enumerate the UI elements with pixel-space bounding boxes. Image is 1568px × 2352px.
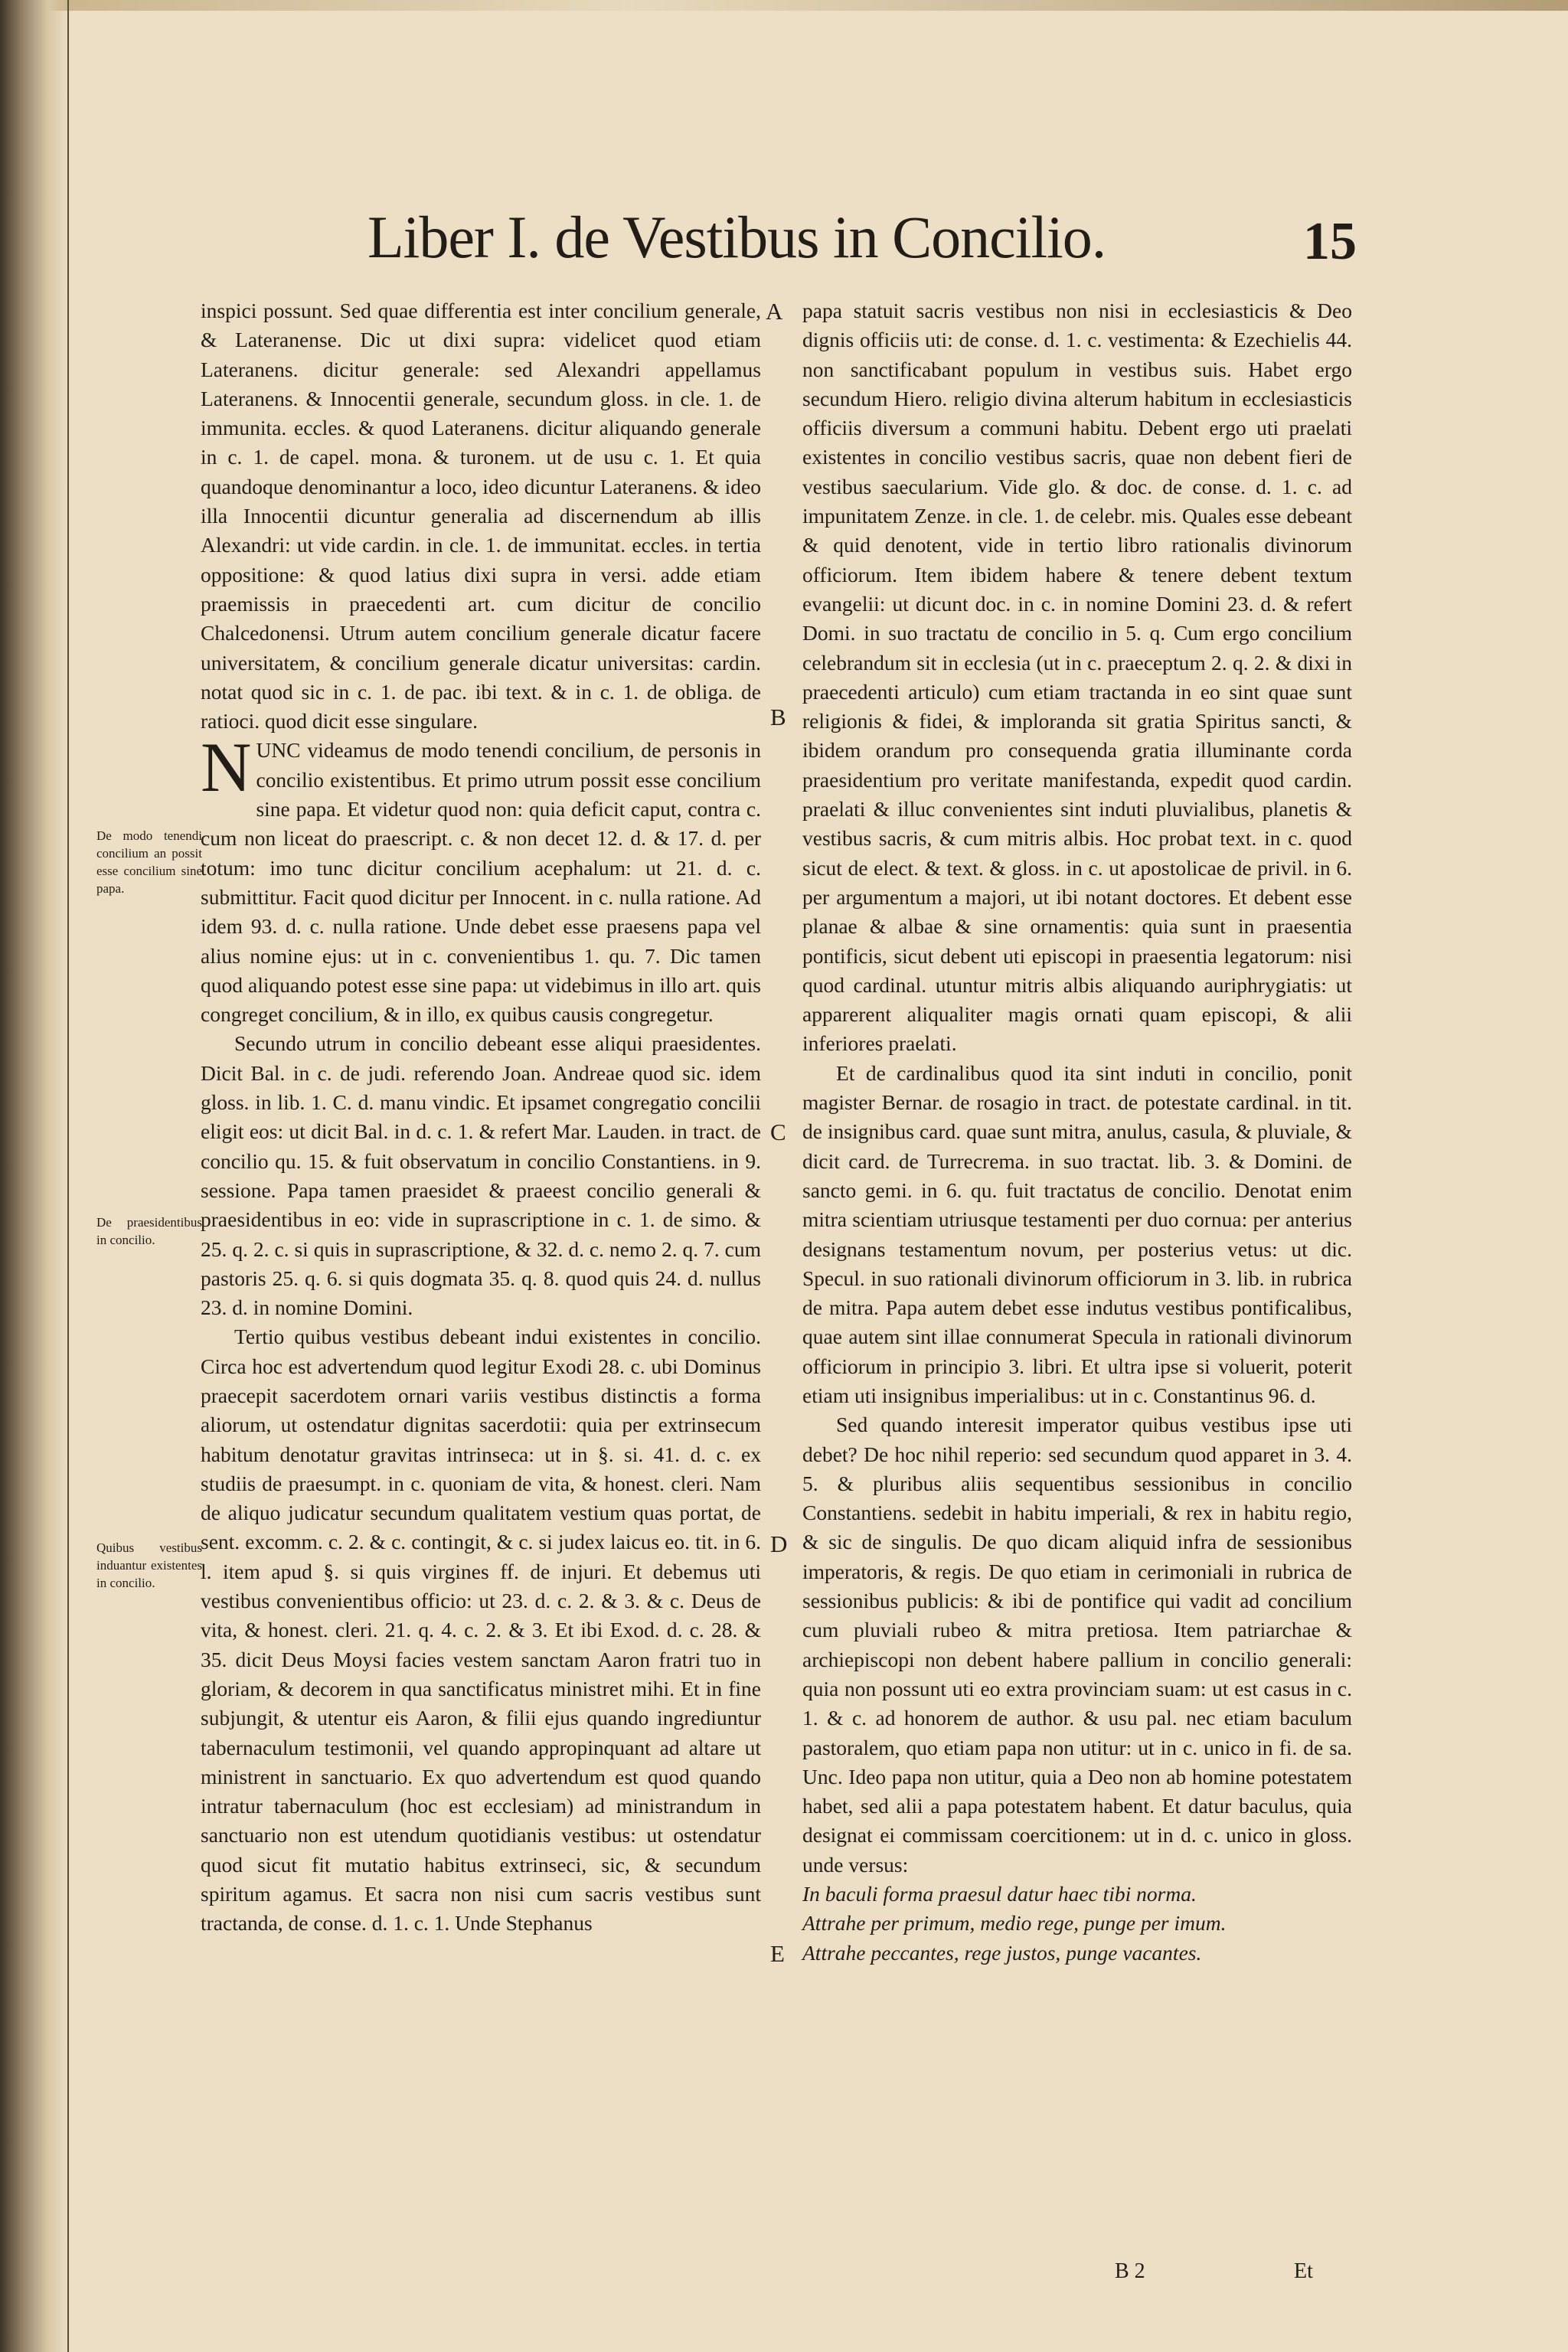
left-text-column [201, 296, 761, 2256]
page-number: 15 [1303, 212, 1357, 271]
running-title: Liber I. de Vestibus in Concilio. [368, 204, 1106, 270]
page-edge-line [67, 0, 69, 2352]
margin-note-modo-tenendi: De modo tenendi concilium an possit esse concilium sine papa. [96, 828, 202, 896]
margin-note-praesidentibus: De praesidentibus in concilio. [96, 1215, 202, 1247]
paragraph-right-2: Et de cardinalibus quod ita sint induti in concilio, ponit magister Bernar. de rosagio in tract. de potestate cardinal. in tit. de insignibus card. quae sunt mitra, anulus, casula, & pluviale, & dicit card. de Turrecrema. in suo tractat. lib. 3. & Domini. de sancto gemi. in 6. qu. fuit tractatus de concilio. Denotat enim mitra scientiam utriusque testamenti per duo cornua: per anterius designans testamentum novum, per posterius vetus: ut dic. Specul. in suo rationali divinorum officiorum in 3. lib. in rubrica de mitra. Papa autem debet esse indutus vestibus pontificalibus, quae autem sint illae connumerat Specula in rationali divinorum officiorum in principio 3. libri. Et ultra ipse si voluerit, poterit etiam uti insignibus imperialibus: ut in c. Constantinus 96. d. [802, 1060, 1352, 1407]
paragraph-left-3: Secundo utrum in concilio debeant esse aliqui praesidentes. Dicit Bal. in c. de judi. referendo Joan. Andreae quod sic. idem gloss. in lib. 1. C. d. manu vindic. Et ipsamet congregatio concilii eligit eos: ut dicit Bal. in d. c. 1. & refert Mar. Lauden. in tract. de concilio qu. 15. & fuit observatum in concilio Constantiens. in 9. sessione. Papa tamen praesidet & praeest concilio generali & praesidentibus in eo: vide in suprascriptione in c. 1. de simo. & 25. q. 2. c. si quis in suprascriptione, & 32. d. c. nemo 2. q. 7. cum pastoris 25. q. 6. si quis dogmata 35. q. 8. quod quis 24. d. nullus 23. d. in nomine Domini. [201, 1031, 761, 1320]
paragraph-right-3: Sed quando interesit imperator quibus vestibus ipse uti debet? De hoc nihil reperio: sed secundum quod apparet in 3. 4. 5. & pluribus aliis sequentibus sessionibus in concilio Constantiens. sedebit in habitu imperiali, & rex in habitu regio, & sic de singulis. De quo dicam aliquid infra de sessionibus imperatoris, & regis. De quo etiam in cerimoniali in rubrica de sessionibus publicis: & ibi de pontifice qui vadit ad concilium cum pluviali rubeo & mitra pretiosa. Item patriarchae & archiepiscopi non debent habere pallium in concilio generali: quia non possunt uti eo extra provinciam suam: ut est casus in c. 1. & c. ad honorem de author. & usu pal. nec etiam baculum pastoralem, quo etiam papa non utitur: ut in c. unico in fi. de sa. Unc. Ideo papa non utitur, quia a Deo non ab homine potestatem habet, sed alii a papa potestatem habent. Et datur baculus, quia designat ei commissam coercitionem: ut in d. c. unico in gloss. unde versus: [802, 1413, 1352, 1877]
paragraph-right-1: papa statuit sacris vestibus non nisi in ecclesiasticis & Deo dignis officiis uti: de conse. d. 1. c. vestimenta: & Ezechielis 44. non sanctificabant populum in vestibus suis. Habet ergo secundum Hiero. religio divina alterum habitum in ecclesiasticis officiis diversum a communi habitu. Debent ergo uti praelati existentes in concilio vestibus sacris, quae non debent fieri de vestibus saecularium. Vide glo. & doc. de conse. d. 1. c. ad impunitatem Zenze. in cle. 1. de celebr. mis. Quales esse debeant & quid denotent, vide in tertio libro rationalis divinorum officiorum. Item ibidem habere & tenere debent textum evangelii: ut dicunt doc. in c. in nomine Domini 23. d. & refert Domi. in suo tractatu de concilio in 5. q. Cum ergo concilium celebrandum sit in ecclesia (ut in c. praeceptum 2. q. 2. & dixi in praecedenti articulo) cum etiam tractanda in eo sint quae sunt religionis & fidei, & imploranda sit gratia Spiritus sancti, & ibidem orandum pro consequenda gratia illuminante corda praesidentium pro veritate manifestanda, expedit quod cardin. praelati & illuc convenientes sint induti pluvialibus, planetis & vestibus sacris, & cum mitris albis. Hoc probat text. in c. quod sicut de elect. & text. & gloss. in c. ut apostolicae de privil. in 6. per argumentum a majori, ut ibi notant doctores. Et debent esse planae & albae & sine ornamentis: quia sunt in praesentia pontificis, sicut debent uti episcopi in praesentia legatorum: nisi quod cardinal. utuntur mitris albis aliquando auriphrygiatis: ut apparerent aliqualiter magis ornati quam episcopi, & alii inferiores praelati. [802, 299, 1352, 1056]
paragraph-left-2 [201, 728, 761, 1029]
page-header [368, 201, 1363, 277]
verse-line-2: Attrahe per primum, medio rege, punge per imum. [802, 1911, 1227, 1936]
paragraph-left-2-text: videamus de modo tenendi concilium, de personis in concilio existentibus. Et primo utrum possit esse concilium sine papa. Et videtur quod non: quia deficit caput, contra c. cum non liceat do praescript. c. & non decet 12. d. & 17. d. per totum: imo tunc dicitur concilium acephalum: ut 21. d. c. submittitur. Facit quod dicitur per Innocent. in c. nulla ratione. Ad idem 93. d. c. nulla ratione. Unde debet esse praesens papa vel alius nomine ejus: ut in c. convenientibus 1. qu. 7. Dic tamen quod aliquando potest esse sine papa: ut videbimus in illo art. quis congreget concilium, & in illo, ex quibus causis congregetur. [201, 738, 761, 1027]
section-letter-c: C [770, 1119, 786, 1145]
binding-shadow [0, 0, 69, 2352]
section-letter-a: A [766, 298, 783, 325]
section-letter-e: E [770, 1940, 785, 1967]
page-top-edge [0, 0, 1568, 11]
dropcap-rest: UNC [256, 738, 301, 763]
section-letter-b: B [770, 704, 786, 730]
signature-mark: B 2 [1115, 2259, 1145, 2283]
paragraph-left-4: Tertio quibus vestibus debeant indui existentes in concilio. Circa hoc est advertendum quod legitur Exodi 28. c. ubi Dominus praecepit sacerdotem ornari variis vestibus distinctis a forma aliorum, ut ostendatur dignitas sacerdotii: quia per extrinsecum habitum denotatur gravitas intrinseca: ut in §. si. 41. d. c. ex studiis de praesumpt. in c. quoniam de vita, & honest. cleri. Nam de aliquo judicatur secundum qualitatem vestium quas portat, de sent. excomm. c. 2. & c. contingit, & c. si judex laicus eo. tit. in 6. l. item apud §. si quis virgines ff. de injuri. Et debemus uti vestibus convenientibus officio: ut 23. d. c. 2. & 3. & c. Deus de vita, & honest. cleri. 21. q. 4. c. 2. & 3. Et ibi Exod. d. c. 28. & 35. dicit Deus Moysi facies vestem sanctam Aaron fratri tuo in gloriam, & decorem in qua sanctificatus ministret mihi. Et in fine subjungit, & utentur eis Aaron, & filii ejus quando ingrediuntur tabernaculum testimonii, vel quando appropinquant ad altare ut ministrent in sanctuario. Ex quo advertendum est quod quando intratur tabernaculum (hoc est ecclesiam) ad ministrandum in sanctuario non est utendum quotidianis vestibus: ut ostendatur quod sicut fit mutatio habitus extrinseci, sic, & secundum spiritum agamus. Et sacra non nisi cum sacris vestibus sunt tractanda, de conse. d. 1. c. 1. Unde Stephanus [201, 1325, 761, 1936]
verse-line-1: In baculi forma praesul datur haec tibi norma. [802, 1882, 1197, 1906]
paragraph-left-1: inspici possunt. Sed quae differentia est inter concilium generale, & Lateranense. Dic ut dixi supra: videlicet quod etiam Lateranens. dicitur generale: sed Alexandri appellamus Lateranens. & Innocentii generale, secundum gloss. in cle. 1. de immunita. eccles. & quod Lateranens. dicitur aliquando generale in c. 1. de capel. mona. & turonem. ut de usu c. 1. Et quia quandoque denominantur a loco, ideo dicuntur Lateranens. & ideo illa Innocentii dicuntur generalia ad discernendum ab illis Alexandri: ut vide cardin. in cle. 1. de immunitat. eccles. in tertia oppositione: & quod latius dixi supra in versi. adde etiam praemissis in praecedenti art. cum dicitur de concilio Chalcedonensi. Utrum autem concilium generale dicatur facere universitatem, & concilium generale dicatur universitas: cardin. notat quod sic in c. 1. de pac. ibi text. & in c. 1. de obliga. de ratioci. quod dicit esse singulare. [201, 299, 761, 733]
margin-note-quibus-vestibus: Quibus vestibus induantur existentes in concilio. [96, 1540, 202, 1590]
right-text-column [802, 296, 1352, 2256]
section-letter-d: D [770, 1530, 788, 1557]
drop-cap-initial: N [201, 728, 252, 807]
catchword: Et [1294, 2259, 1313, 2283]
verse-line-3: Attrahe peccantes, rege justos, punge vacantes. [802, 1940, 1202, 1965]
